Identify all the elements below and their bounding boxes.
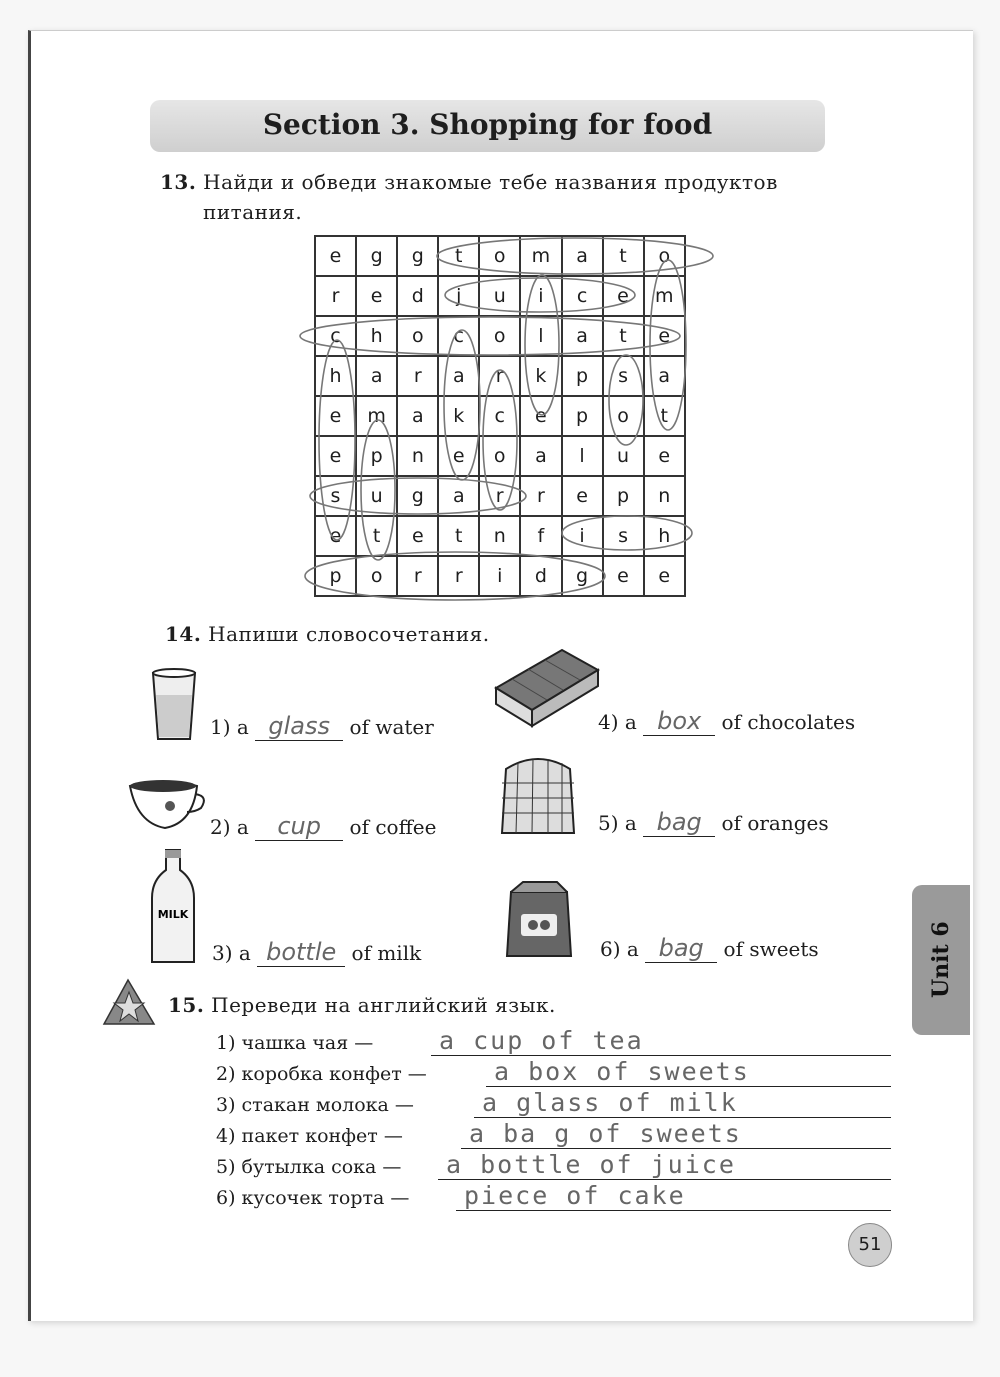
grid-cell[interactable]: p [603, 476, 644, 516]
section-title: Section 3. Shopping for food [262, 108, 713, 141]
unit-label: Unit 6 [928, 921, 954, 999]
grid-cell[interactable]: o [356, 556, 397, 596]
grid-cell[interactable]: p [562, 356, 603, 396]
grid-cell[interactable]: u [603, 436, 644, 476]
translation-3-answer[interactable]: a glass of milk [474, 1088, 891, 1118]
grid-cell[interactable]: t [603, 316, 644, 356]
grid-cell[interactable]: e [644, 316, 686, 356]
grid-cell[interactable]: l [520, 316, 561, 356]
grid-row [315, 436, 685, 476]
grid-cell[interactable]: n [397, 436, 438, 476]
grid-cell[interactable]: o [603, 396, 644, 436]
grid-cell[interactable]: e [397, 516, 438, 556]
translation-5-answer[interactable]: a bottle of juice [438, 1150, 891, 1180]
bottle-of-milk-picture [150, 848, 196, 966]
cup-of-coffee-picture [125, 778, 210, 833]
phrase-2 [210, 812, 436, 841]
phrase-1 [210, 712, 434, 741]
translation-5-prompt: 5) бутылка сока — [216, 1156, 402, 1178]
grid-cell[interactable]: a [397, 396, 438, 436]
grid-cell[interactable]: e [644, 556, 686, 596]
grid-cell[interactable]: j [438, 276, 479, 316]
grid-cell[interactable]: a [562, 236, 603, 276]
star-difficulty-icon [100, 978, 158, 1028]
section-banner [150, 100, 825, 152]
phrase-3-rest: of milk [351, 941, 422, 965]
grid-cell[interactable]: t [644, 396, 686, 436]
phrase-4 [598, 707, 855, 736]
phrase-1-rest: of water [349, 715, 434, 739]
grid-cell[interactable]: e [438, 436, 479, 476]
grid-cell[interactable]: e [356, 276, 397, 316]
grid-cell[interactable]: e [644, 436, 686, 476]
phrase-2-answer[interactable]: cup [255, 812, 343, 841]
grid-cell[interactable]: g [356, 236, 397, 276]
grid-cell[interactable]: k [438, 396, 479, 436]
grid-cell[interactable]: t [356, 516, 397, 556]
milk-label: MILK [157, 908, 189, 921]
grid-cell[interactable]: a [438, 476, 479, 516]
grid-cell[interactable]: a [356, 356, 397, 396]
grid-cell[interactable]: o [479, 236, 520, 276]
task-15-heading [168, 993, 556, 1017]
task-14-text: Напиши словосочетания. [208, 622, 490, 646]
grid-cell[interactable]: e [315, 436, 356, 476]
grid-cell[interactable]: d [397, 276, 438, 316]
grid-cell[interactable]: r [315, 276, 356, 316]
grid-cell[interactable]: m [520, 236, 561, 276]
task-15-text: Переведи на английский язык. [211, 993, 556, 1017]
translation-2-prompt: 2) коробка конфет — [216, 1063, 427, 1085]
translation-3-prompt: 3) стакан молока — [216, 1094, 414, 1116]
grid-cell[interactable]: e [315, 396, 356, 436]
phrase-6-answer[interactable]: bag [645, 934, 717, 963]
translation-row-3 [216, 1090, 891, 1120]
grid-row [315, 476, 685, 516]
phrase-6-num: 6) a [600, 937, 639, 961]
translation-6-prompt: 6) кусочек торта — [216, 1187, 410, 1209]
grid-row [315, 236, 685, 276]
translation-2-answer[interactable]: a box of sweets [486, 1057, 891, 1087]
grid-row [315, 556, 685, 596]
phrase-4-num: 4) a [598, 710, 637, 734]
unit-tab [912, 885, 970, 1035]
grid-cell[interactable]: g [397, 476, 438, 516]
word-search-grid [314, 235, 686, 597]
translation-row-6 [216, 1183, 891, 1213]
grid-cell[interactable]: h [356, 316, 397, 356]
grid-cell[interactable]: n [479, 516, 520, 556]
grid-cell[interactable]: a [562, 316, 603, 356]
phrase-2-rest: of coffee [349, 815, 437, 839]
bag-of-sweets-picture [505, 880, 573, 960]
grid-cell[interactable]: e [315, 236, 356, 276]
task-15-number: 15. [168, 993, 205, 1017]
grid-cell[interactable]: a [520, 436, 561, 476]
grid-cell[interactable]: s [603, 516, 644, 556]
translation-row-1 [216, 1028, 891, 1058]
phrase-5 [598, 808, 829, 837]
phrase-6-rest: of sweets [723, 937, 819, 961]
phrase-6 [600, 934, 819, 963]
grid-cell[interactable]: r [479, 356, 520, 396]
grid-cell[interactable]: c [479, 396, 520, 436]
box-of-chocolates-picture [492, 648, 602, 728]
grid-cell[interactable]: r [520, 476, 561, 516]
grid-cell[interactable]: n [644, 476, 686, 516]
task-14-number: 14. [165, 622, 202, 646]
grid-cell[interactable]: e [562, 476, 603, 516]
grid-cell[interactable]: m [644, 276, 686, 316]
grid-cell[interactable]: i [562, 516, 603, 556]
page-number: 51 [848, 1223, 892, 1267]
grid-cell[interactable]: p [562, 396, 603, 436]
grid-cell[interactable]: k [520, 356, 561, 396]
grid-row [315, 516, 685, 556]
translation-row-5 [216, 1152, 891, 1182]
phrase-2-num: 2) a [210, 815, 249, 839]
grid-cell[interactable]: s [603, 356, 644, 396]
task-13-number: 13. [160, 170, 197, 194]
translation-1-answer[interactable]: a cup of tea [431, 1026, 891, 1056]
grid-cell[interactable]: a [644, 356, 686, 396]
grid-cell[interactable]: h [644, 516, 686, 556]
phrase-4-answer[interactable]: box [643, 707, 715, 736]
translation-4-answer[interactable]: a ba g of sweets [461, 1119, 891, 1149]
phrase-3-num: 3) a [212, 941, 251, 965]
grid-cell[interactable]: u [356, 476, 397, 516]
task-13-text-line1: Найди и обведи знакомые тебе названия продуктов [203, 170, 778, 194]
grid-cell[interactable]: r [397, 556, 438, 596]
grid-cell[interactable]: o [644, 236, 686, 276]
grid-cell[interactable]: r [438, 556, 479, 596]
grid-cell[interactable]: t [438, 236, 479, 276]
task-13-heading [160, 170, 778, 194]
grid-cell[interactable]: t [438, 516, 479, 556]
phrase-4-rest: of chocolates [721, 710, 856, 734]
grid-cell[interactable]: m [356, 396, 397, 436]
grid-cell[interactable]: l [562, 436, 603, 476]
grid-cell[interactable]: o [479, 436, 520, 476]
grid-cell[interactable]: i [479, 556, 520, 596]
grid-cell[interactable]: r [479, 476, 520, 516]
grid-cell[interactable]: p [356, 436, 397, 476]
grid-cell[interactable]: c [562, 276, 603, 316]
grid-cell[interactable]: e [520, 396, 561, 436]
grid-cell[interactable]: t [603, 236, 644, 276]
phrase-1-answer[interactable]: glass [255, 712, 343, 741]
task-13-text-line2: питания. [203, 200, 303, 224]
grid-cell[interactable]: i [520, 276, 561, 316]
grid-row [315, 356, 685, 396]
phrase-5-rest: of oranges [721, 811, 829, 835]
grid-cell[interactable]: a [438, 356, 479, 396]
translation-row-4 [216, 1121, 891, 1151]
grid-cell[interactable]: e [603, 276, 644, 316]
grid-cell[interactable]: f [520, 516, 561, 556]
grid-cell[interactable]: g [397, 236, 438, 276]
translation-6-answer[interactable]: piece of cake [456, 1181, 891, 1211]
phrase-5-num: 5) a [598, 811, 637, 835]
grid-cell[interactable]: o [397, 316, 438, 356]
phrase-3-answer[interactable]: bottle [257, 938, 345, 967]
phrase-1-num: 1) a [210, 715, 249, 739]
grid-cell[interactable]: s [315, 476, 356, 516]
phrase-3 [212, 938, 421, 967]
translation-row-2 [216, 1059, 891, 1089]
grid-cell[interactable]: e [603, 556, 644, 596]
grid-cell[interactable]: u [479, 276, 520, 316]
grid-cell[interactable]: o [479, 316, 520, 356]
translation-4-prompt: 4) пакет конфет — [216, 1125, 403, 1147]
grid-cell[interactable]: c [315, 316, 356, 356]
grid-row [315, 316, 685, 356]
phrase-5-answer[interactable]: bag [643, 808, 715, 837]
grid-cell[interactable]: c [438, 316, 479, 356]
grid-row [315, 396, 685, 436]
grid-cell[interactable]: h [315, 356, 356, 396]
grid-cell[interactable]: e [315, 516, 356, 556]
translation-1-prompt: 1) чашка чая — [216, 1032, 374, 1054]
grid-cell[interactable]: d [520, 556, 561, 596]
grid-cell[interactable]: p [315, 556, 356, 596]
bag-of-oranges-picture [498, 753, 578, 835]
grid-row [315, 276, 685, 316]
task-14-heading [165, 622, 490, 646]
grid-cell[interactable]: g [562, 556, 603, 596]
glass-of-water-picture [148, 665, 200, 745]
grid-cell[interactable]: r [397, 356, 438, 396]
